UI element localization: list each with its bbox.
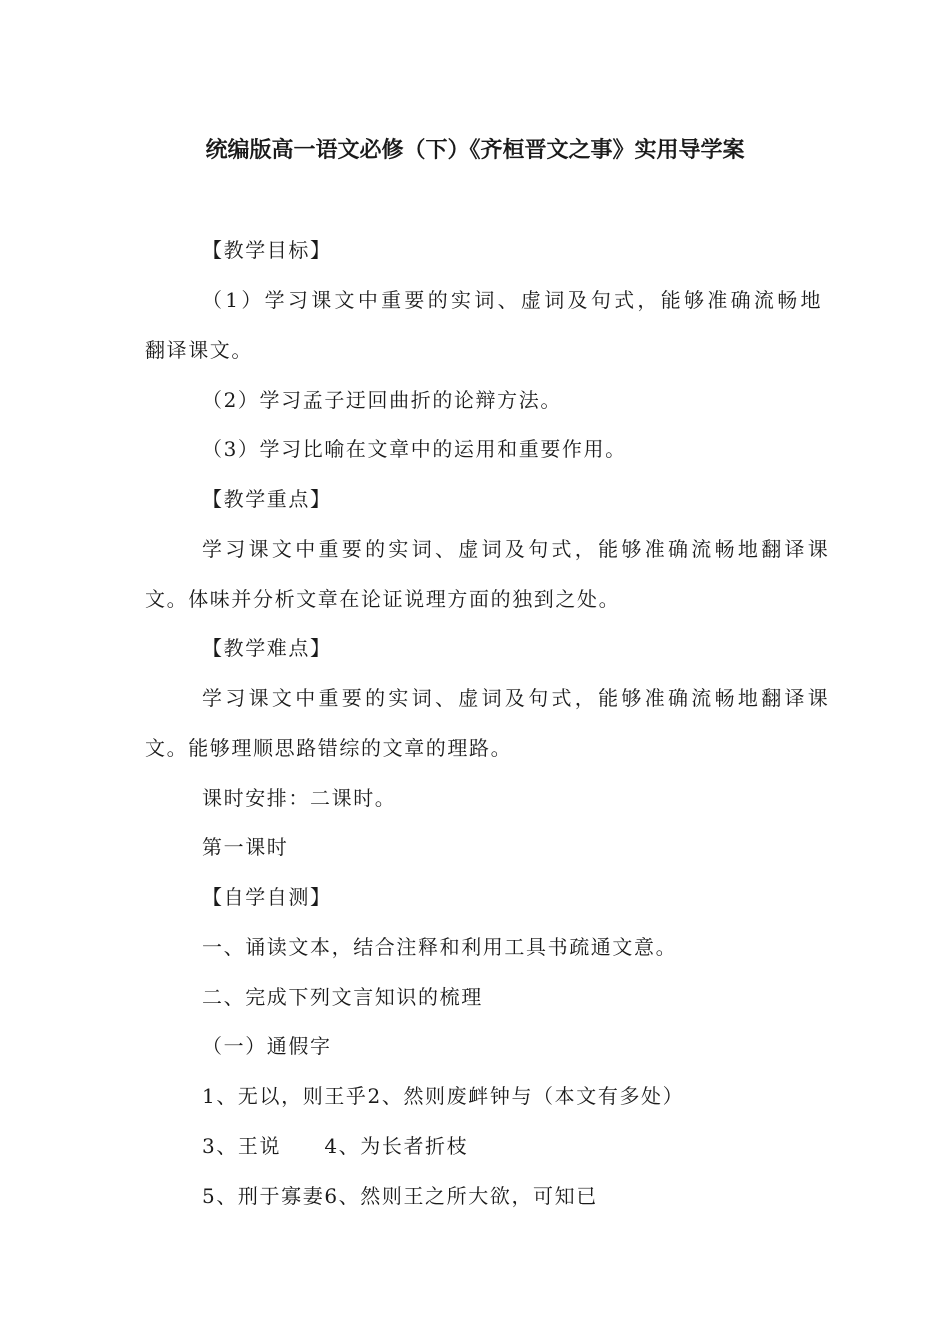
difficulties-line-2: 文。能够理顺思路错综的文章的理路。: [145, 736, 513, 760]
goal-item-2: （2）学习孟子迂回曲折的论辩方法。: [202, 388, 562, 412]
section-heading-key-points: 【教学重点】: [202, 487, 332, 511]
difficulties-line-1: 学习课文中重要的实词、虚词及句式，能够准确流畅地翻译课: [202, 686, 832, 710]
goal-item-1-line-1: （1）学习课文中重要的实词、虚词及句式，能够准确流畅地: [202, 288, 824, 312]
exercise-line-3: 5、刑于寡妻6、然则王之所大欲，可知已: [202, 1184, 598, 1208]
lesson-one-heading: 第一课时: [202, 835, 289, 859]
subsection-loan-characters: （一）通假字: [202, 1034, 332, 1058]
exercise-line-1: 1、无以，则王乎2、然则废衅钟与（本文有多处）: [202, 1084, 685, 1108]
goal-item-3: （3）学习比喻在文章中的运用和重要作用。: [202, 437, 627, 461]
task-one-text: 一、诵读文本，结合注释和利用工具书疏通文意。: [202, 935, 678, 959]
schedule-text: 课时安排：二课时。: [202, 786, 397, 810]
task-two-text: 二、完成下列文言知识的梳理: [202, 985, 483, 1009]
section-heading-self-study: 【自学自测】: [202, 885, 332, 909]
key-points-line-1: 学习课文中重要的实词、虚词及句式，能够准确流畅地翻译课: [202, 537, 832, 561]
goal-item-1-line-2: 翻译课文。: [145, 338, 253, 362]
section-heading-teaching-goals: 【教学目标】: [202, 238, 332, 262]
exercise-line-2: 3、王说 4、为长者折枝: [202, 1134, 469, 1158]
key-points-line-2: 文。体味并分析文章在论证说理方面的独到之处。: [145, 587, 621, 611]
section-heading-difficulties: 【教学难点】: [202, 636, 332, 660]
document-title: 统编版高一语文必修（下）《齐桓晋文之事》实用导学案: [205, 138, 745, 163]
